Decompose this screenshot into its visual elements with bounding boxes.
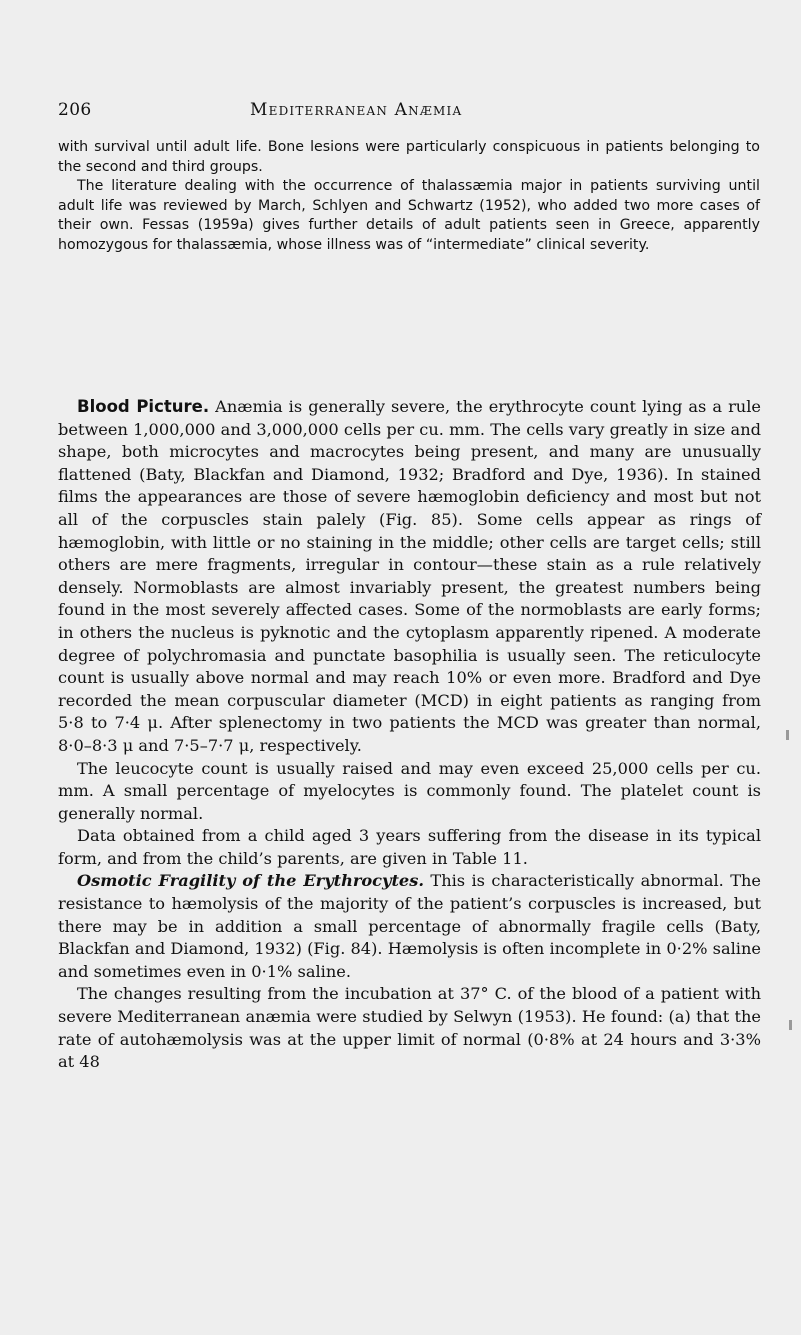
margin-mark	[789, 1020, 792, 1030]
intro-section	[58, 138, 760, 256]
osmotic-text: This is characteristically abnormal. The resistance to hæmolysis of the majority of the patient’s corpuscles is increased, but there may be in addition a small percentage of abnormally fragile cells (Baty, Blackfan and Diamond, 1932) (Fig. 84). Hæmolysis is often incomplete in 0·2% saline and sometimes even in 0·1% saline.	[58, 871, 762, 981]
blood-picture-text-1: Anæmia is generally severe, the erythrocyte count lying as a rule between 1,000,000 and 3,000,000 cells per cu. mm. The cells vary greatly in size and shape, both microcytes and macrocytes being present, and many are unusually flattened (Baty, Blackfan and Diamond, 1932; Bradford and Dye, 1936). In stained films the appearances are those of severe hæmoglobin deficiency and most but not all of the corpuscles stain palely (Fig. 85). Some cells appear as rings of hæmoglobin, with little or no staining in the middle; other cells are target cells; still others are mere fragments, irregular in contour—these stain as a rule relatively densely. Normoblasts are almost invariably present, the greatest numbers being found in the most severely affected cases. Some of the normoblasts are early forms; in others the nucleus is pyknotic and the cytoplasm apparently ripened. A moderate degree of polychromasia and punctate basophilia is usually seen. The reticulocyte count is usually above normal and may reach 10% or even more. Bradford and Dye recorded the mean corpuscular diameter (MCD) in eight patients as ranging from 5·8 to 7·4 μ. After splenectomy in two patients the MCD was greater than normal, 8·0–8·3 μ and 7·5–7·7 μ, respectively.	[58, 397, 761, 755]
intro-paragraph-1: with survival until adult life. Bone lesions were particularly conspicuous in patients belonging to the second and third groups.	[58, 139, 760, 175]
incubation-paragraph: The changes resulting from the incubation at 37° C. of the blood of a patient with severe Mediterranean anæmia were studied by Selwyn (1953). He found: (a) that the rate of autohæmolysis was at the upper limit of normal (0·8% at 24 hours and 3·3% at 48	[58, 984, 761, 1072]
running-title: Mediterranean Anæmia	[250, 100, 463, 120]
blood-picture-paragraph-3: Data obtained from a child aged 3 years suffering from the disease in its typical form, and from the child’s parents, are given in Table 11.	[58, 826, 761, 868]
page-number: 206	[58, 100, 92, 120]
intro-paragraph-2: The literature dealing with the occurrence of thalassæmia major in patients surviving until adult life was reviewed by March, Schlyen and Schwartz (1952), who added two more cases of their own. Fessas (1959a) gives further details of adult patients seen in Greece, apparently homozygous for thalassæmia, whose illness was of “intermediate” clinical severity.	[58, 178, 760, 253]
blood-picture-paragraph-1	[58, 396, 761, 758]
section-heading: Blood Picture.	[77, 397, 210, 416]
subsection-heading: Osmotic Fragility of the Erythrocytes.	[77, 871, 424, 891]
blood-picture-section	[58, 396, 761, 1074]
blood-picture-paragraph-2: The leucocyte count is usually raised and may even exceed 25,000 cells per cu. mm. A small percentage of myelocytes is commonly found. The platelet count is generally normal.	[58, 758, 761, 823]
margin-mark	[786, 730, 789, 740]
osmotic-paragraph	[58, 870, 761, 983]
